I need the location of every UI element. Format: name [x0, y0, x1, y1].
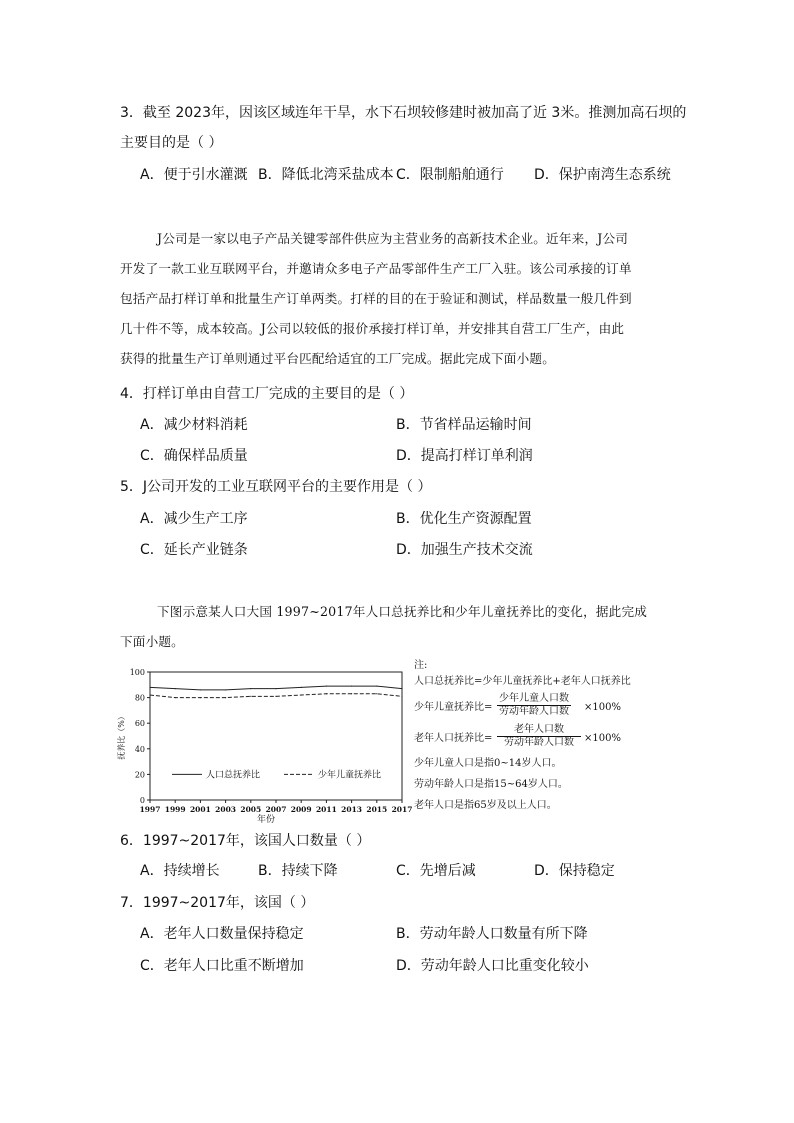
data-point: [175, 697, 176, 698]
data-point: [149, 687, 150, 688]
notes-child-denominator: 劳动年龄人口数: [499, 706, 569, 717]
q6-option-a: A．持续增长: [140, 863, 220, 879]
data-point: [326, 693, 327, 694]
x-tick-label: 1997: [139, 805, 161, 814]
q6-option-b: B．持续下降: [258, 863, 338, 879]
x-tick-label: 2013: [341, 805, 363, 814]
x-tick-label: 2009: [290, 805, 312, 814]
notes-old-numerator: 老年人口数: [497, 724, 581, 737]
data-point: [351, 685, 352, 686]
q7-option-d: D．劳动年龄人口比重变化较小: [396, 958, 589, 974]
passage2-line2: 下面小题。: [120, 634, 184, 649]
x-tick-label: 2011: [315, 805, 337, 814]
notes-child-numerator: 少年儿童人口数: [499, 693, 569, 704]
x-tick-label: 2005: [240, 805, 262, 814]
x-tick-label: 1999: [164, 805, 186, 814]
q3-option-d: D．保护南湾生态系统: [534, 167, 671, 183]
data-point: [250, 688, 251, 689]
y-tick-label: 40: [134, 744, 145, 754]
legend-label: 人口总抚养比: [206, 770, 261, 781]
x-axis-title: 年份: [256, 815, 276, 825]
q5-option-b: B．优化生产资源配置: [396, 511, 532, 527]
legend-label: 少年儿童抚养比: [318, 770, 382, 781]
data-point: [149, 694, 150, 695]
data-point: [376, 693, 377, 694]
q4-option-c: C．确保样品质量: [140, 448, 248, 464]
data-point: [301, 694, 302, 695]
q3-option-b: B．降低北湾采盐成本: [258, 167, 394, 183]
data-point: [200, 689, 201, 690]
notes-child-label: 少年儿童抚养比=: [414, 702, 493, 713]
y-tick-label: 100: [129, 668, 145, 677]
q3-stem-line1: 3．截至 2023年，因该区域连年干旱，水下石坝较修建时被加高了近 3米。推测加高石坝的: [120, 105, 687, 121]
q4-stem: 4．打样订单由自营工厂完成的主要目的是（ ）: [120, 386, 414, 402]
data-point: [301, 687, 302, 688]
chart-frame: [150, 672, 402, 800]
data-point: [275, 688, 276, 689]
q3-option-a: A．便于引水灌溉: [140, 167, 248, 183]
x-tick-label: 2017: [391, 805, 413, 814]
notes-old-label: 老年人口抚养比=: [414, 733, 493, 744]
passage1-line5: 获得的批量生产订单则通过平台匹配给适宜的工厂完成。据此完成下面小题。: [120, 351, 555, 366]
notes-title: 注:: [414, 660, 428, 671]
passage1-line1: J公司是一家以电子产品关键零部件供应为主营业务的高新技术企业。近年来，J公司: [157, 231, 629, 246]
passage2-line1: 下图示意某人口大国 1997~2017年人口总抚养比和少年儿童抚养比的变化，据此完成: [157, 604, 648, 619]
q7-stem: 7．1997~2017年，该国（ ）: [120, 895, 315, 911]
passage1-line3: 包括产品打样订单和批量生产订单两类。打样的目的在于验证和测试，样品数量一般几件到: [120, 291, 632, 306]
q7-option-b: B．劳动年龄人口数量有所下降: [396, 926, 588, 942]
series-line-total: [150, 686, 402, 690]
q5-option-d: D．加强生产技术交流: [396, 542, 533, 558]
y-tick-label: 80: [134, 693, 145, 703]
x-tick-label: 2015: [366, 805, 388, 814]
q5-option-a: A．减少生产工序: [140, 511, 248, 527]
q6-stem: 6．1997~2017年，该国人口数量（ ）: [120, 833, 371, 849]
x-tick-label: 2003: [215, 805, 237, 814]
q4-option-d: D．提高打样订单利润: [396, 448, 533, 464]
notes-def1: 少年儿童人口是指0~14岁人口。: [414, 758, 562, 769]
q5-option-c: C．延长产业链条: [140, 542, 248, 558]
q3-option-c: C．限制船舶通行: [396, 167, 504, 183]
notes-def3: 老年人口是指65岁及以上人口。: [414, 800, 557, 811]
data-point: [200, 697, 201, 698]
notes-old-times: ×100%: [584, 733, 621, 744]
data-point: [351, 693, 352, 694]
passage1-line4: 几十件不等，成本较高。J公司以较低的报价承接打样订单，并安排其自营工厂生产，由此: [120, 321, 625, 336]
data-point: [401, 688, 402, 689]
y-tick-label: 0: [139, 796, 145, 805]
q7-option-c: C．老年人口比重不断增加: [140, 958, 304, 974]
y-axis-title: 抚养比（%）: [117, 712, 126, 760]
y-tick-label: 20: [134, 770, 145, 780]
q4-option-a: A．减少材料消耗: [140, 417, 248, 433]
series-line-child: [150, 694, 402, 698]
notes-line1: 人口总抚养比=少年儿童抚养比+老年人口抚养比: [414, 676, 631, 687]
data-point: [376, 685, 377, 686]
q5-stem: 5．J公司开发的工业互联网平台的主要作用是（ ）: [120, 479, 432, 495]
data-point: [275, 696, 276, 697]
passage1-line2: 开发了一款工业互联网平台，并邀请众多电子产品零部件生产工厂入驻。该公司承接的订单: [120, 261, 632, 276]
data-point: [326, 685, 327, 686]
data-point: [250, 696, 251, 697]
y-tick-label: 60: [134, 719, 145, 729]
notes-old-fraction: [497, 724, 581, 749]
notes-child-fraction: [497, 693, 571, 718]
data-point: [175, 688, 176, 689]
dependency-ratio-chart: [110, 660, 413, 825]
x-tick-label: 2001: [189, 805, 211, 814]
q7-option-a: A．老年人口数量保持稳定: [140, 926, 304, 942]
data-point: [401, 696, 402, 697]
notes-child-times: ×100%: [584, 702, 621, 713]
notes-def2: 劳动年龄人口是指15~64岁人口。: [414, 779, 568, 790]
data-point: [225, 697, 226, 698]
q6-option-c: C．先增后减: [396, 863, 476, 879]
x-tick-label: 2007: [265, 805, 287, 814]
notes-old-denominator: 劳动年龄人口数: [504, 737, 574, 748]
q4-option-b: B．节省样品运输时间: [396, 417, 532, 433]
q6-option-d: D．保持稳定: [534, 863, 615, 879]
q3-stem-line2: 主要目的是（ ）: [120, 135, 223, 151]
data-point: [225, 689, 226, 690]
